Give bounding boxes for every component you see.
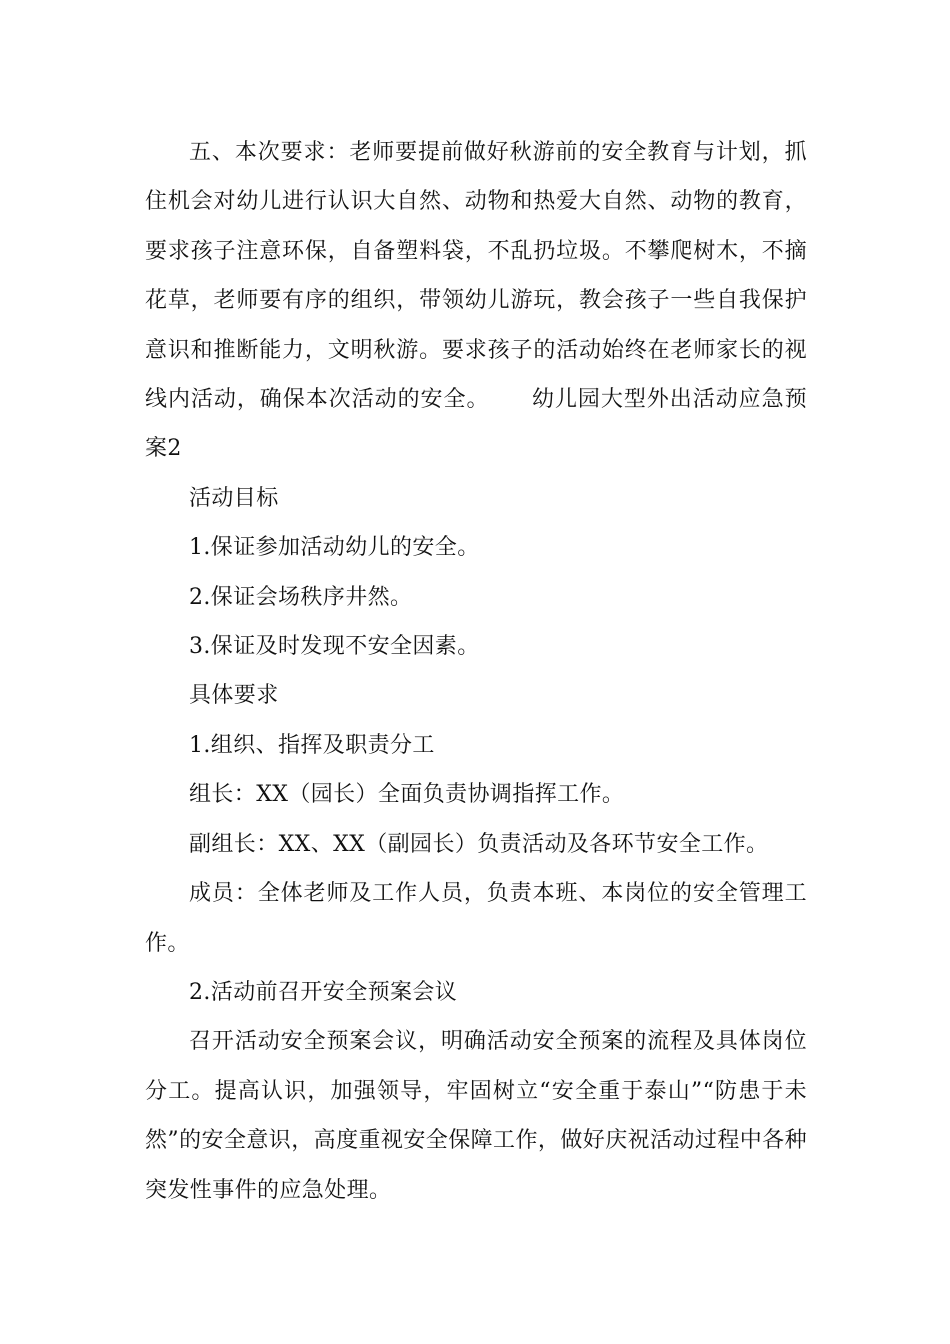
goal-item-3: 3.保证及时发现不安全因素。 [189, 634, 480, 660]
role-leader: 组长：XX（园长）全面负责协调指挥工作。 [189, 782, 625, 808]
paragraph-safety-meeting: 召开活动安全预案会议，明确活动安全预案的流程及具体岗位分工。提高认识，加强领导，牢固树立“安全重于泰山”“防患于未然”的安全意识，高度重视安全保障工作，做好庆祝活动过程中各种突发性事件的应急处理。 [145, 1029, 807, 1203]
goal-item-2: 2.保证会场秩序井然。 [189, 584, 413, 610]
role-deputy-leader: 副组长：XX、XX（副园长）负责活动及各环节安全工作。 [189, 831, 769, 857]
heading-activity-goals: 活动目标 [189, 485, 279, 511]
paragraph-requirements [145, 128, 807, 474]
requirement-item-1: 1.组织、指挥及职责分工 [189, 732, 435, 758]
paragraph-requirements-text: 五、本次要求：老师要提前做好秋游前的安全教育与计划，抓住机会对幼儿进行认识大自然、动物和热爱大自然、动物的教育，要求孩子注意环保，自备塑料袋，不乱扔垃圾。不攀爬树木，不摘花草，老师要有序的组织，带领幼儿游玩，教会孩子一些自我保护意识和推断能力，文明秋游。要求孩子的活动始终在老师家长的视线内活动，确保本次活动的安全。 [145, 140, 807, 413]
document-body [145, 128, 807, 1215]
section-heading-plan-2: 幼儿园大型外出活动应急预案2 [145, 387, 807, 462]
heading-specific-requirements: 具体要求 [189, 683, 279, 709]
role-members: 成员：全体老师及工作人员，负责本班、本岗位的安全管理工作。 [145, 881, 807, 956]
goal-item-1: 1.保证参加活动幼儿的安全。 [189, 535, 480, 561]
requirement-item-2: 2.活动前召开安全预案会议 [189, 979, 458, 1005]
